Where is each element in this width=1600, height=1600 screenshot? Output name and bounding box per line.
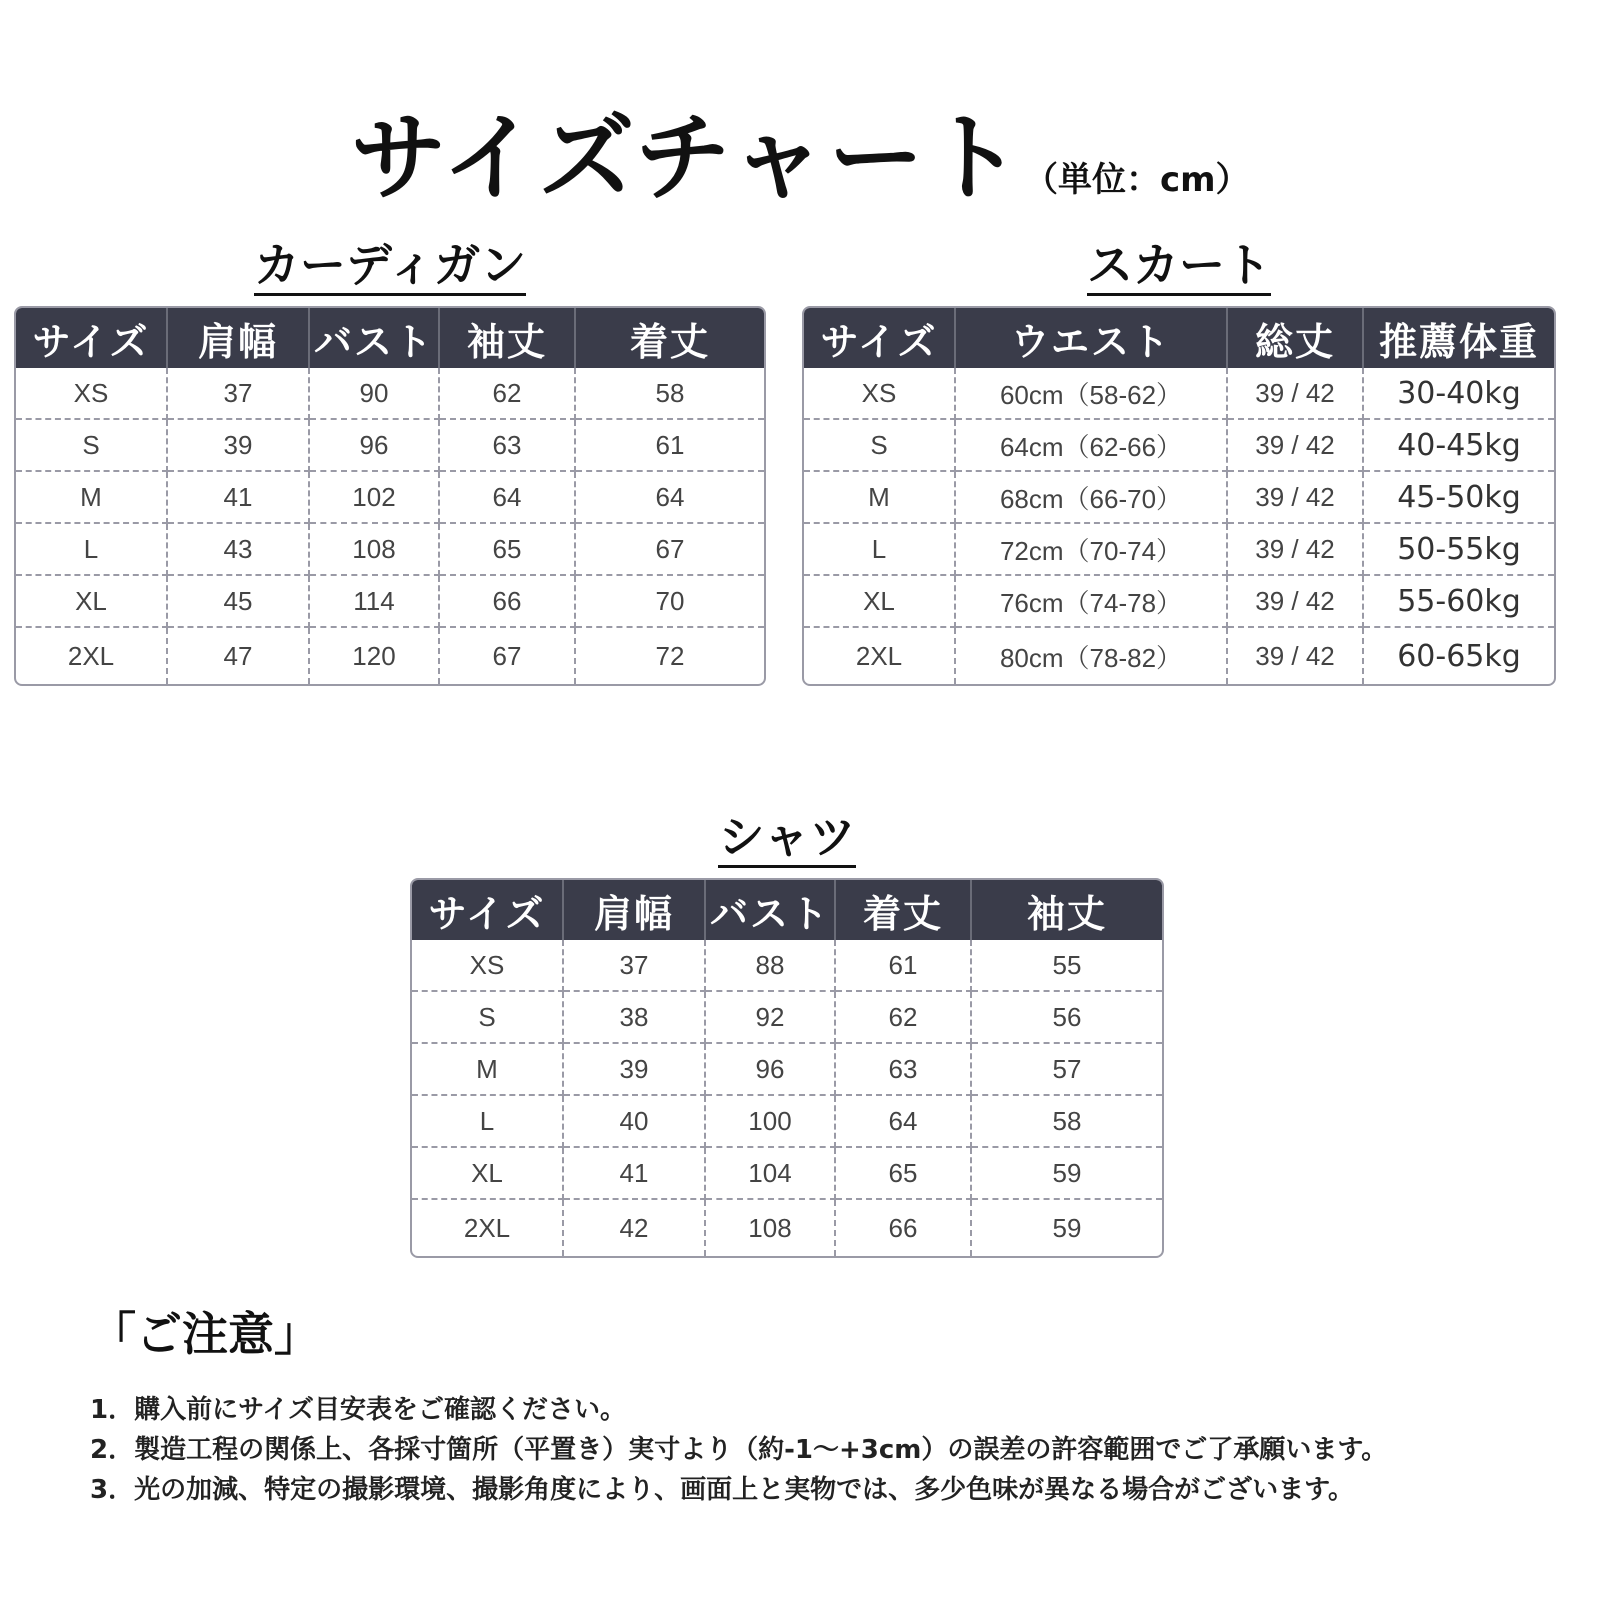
size-cell: S — [412, 992, 564, 1044]
table-cell: 57 — [972, 1044, 1162, 1096]
skirt-title: スカート — [1087, 238, 1271, 296]
table-cell: 59 — [972, 1148, 1162, 1200]
table-header-row — [16, 308, 764, 368]
note-item: 1．購入前にサイズ目安表をご確認ください。 — [90, 1395, 627, 1425]
table-row — [412, 1044, 1162, 1096]
table-cell: 47 — [168, 628, 310, 684]
table-cell: 104 — [706, 1148, 836, 1200]
column-header: 肩幅 — [564, 880, 706, 940]
table-cell: 64 — [576, 472, 764, 524]
table-row — [16, 628, 764, 684]
table-row — [412, 992, 1162, 1044]
column-header: 袖丈 — [440, 308, 576, 368]
table-row — [412, 940, 1162, 992]
table-cell: 41 — [168, 472, 310, 524]
table-cell: 37 — [168, 368, 310, 420]
column-header: 推薦体重 — [1364, 308, 1554, 368]
table-cell: 58 — [576, 368, 764, 420]
table-cell: 61 — [576, 420, 764, 472]
table-row — [804, 420, 1554, 472]
size-cell: L — [412, 1096, 564, 1148]
table-cell: 64 — [836, 1096, 972, 1148]
table-cell: 59 — [1052, 1212, 1082, 1243]
table-cell: 65 — [440, 524, 576, 576]
table-row — [16, 368, 764, 420]
table-row — [412, 1148, 1162, 1200]
table-cell: 42 — [564, 1200, 706, 1256]
size-cell: L — [804, 524, 956, 576]
skirt-table — [802, 306, 1556, 686]
note-item: 3．光の加減、特定の撮影環境、撮影角度により、画面上と実物では、多少色味が異なる場合がございます。 — [90, 1475, 1355, 1505]
shirt-table — [410, 878, 1164, 1258]
table-cell: 56 — [972, 992, 1162, 1044]
table-cell: 72cm（70-74） — [956, 524, 1228, 576]
size-cell: XS — [16, 368, 168, 420]
column-header: 着丈 — [576, 308, 764, 368]
page-title — [0, 82, 1600, 219]
table-cell: 114 — [310, 576, 440, 628]
table-row — [16, 472, 764, 524]
table-cell: 72 — [655, 640, 685, 671]
table-cell: 92 — [706, 992, 836, 1044]
table-cell: 45 — [168, 576, 310, 628]
shirt-title: シャツ — [718, 810, 855, 868]
table-row — [804, 472, 1554, 524]
table-row — [804, 576, 1554, 628]
table-cell: 63 — [836, 1044, 972, 1096]
table-cell: 80cm（78-82） — [956, 628, 1228, 684]
table-header-row — [412, 880, 1162, 940]
table-cell: 66 — [836, 1200, 972, 1256]
size-cell: XL — [412, 1148, 564, 1200]
notes-title: 「ご注意」 — [90, 1307, 320, 1361]
table-cell: 62 — [836, 992, 972, 1044]
table-cell: 64 — [440, 472, 576, 524]
table-row — [412, 1096, 1162, 1148]
table-row — [16, 524, 764, 576]
table-cell: 90 — [310, 368, 440, 420]
table-cell: 40-45kg — [1364, 420, 1554, 472]
size-cell: 2XL — [16, 628, 168, 684]
table-cell: 30-40kg — [1364, 368, 1554, 420]
table-cell: 41 — [564, 1148, 706, 1200]
table-cell: 68cm（66-70） — [956, 472, 1228, 524]
column-header: 袖丈 — [972, 880, 1162, 940]
size-cell: M — [412, 1044, 564, 1096]
skirt-section — [802, 236, 1556, 686]
table-cell: 58 — [972, 1096, 1162, 1148]
column-header: サイズ — [412, 880, 564, 940]
table-cell: 38 — [564, 992, 706, 1044]
table-cell: 120 — [310, 628, 440, 684]
unit-label: （単位：cm） — [1023, 160, 1250, 200]
cardigan-title: カーディガン — [254, 238, 526, 296]
table-cell: 39 / 42 — [1228, 368, 1364, 420]
table-cell: 64cm（62-66） — [956, 420, 1228, 472]
table-cell: 62 — [440, 368, 576, 420]
notes-section — [90, 1298, 1570, 1510]
column-header: サイズ — [16, 308, 168, 368]
table-cell: 60cm（58-62） — [956, 368, 1228, 420]
table-cell: 50-55kg — [1364, 524, 1554, 576]
size-cell: 2XL — [412, 1200, 564, 1256]
chart-title: サイズチャート — [350, 102, 1024, 214]
table-header-row — [804, 308, 1554, 368]
table-cell: 65 — [836, 1148, 972, 1200]
size-cell: M — [804, 472, 956, 524]
table-cell: 108 — [706, 1200, 836, 1256]
size-cell: 2XL — [804, 628, 956, 684]
column-header: サイズ — [804, 308, 956, 368]
table-cell: 100 — [706, 1096, 836, 1148]
table-cell: 39 / 42 — [1228, 576, 1364, 628]
table-cell: 43 — [168, 524, 310, 576]
table-cell: 40 — [564, 1096, 706, 1148]
table-cell: 55-60kg — [1364, 576, 1554, 628]
table-cell: 45-50kg — [1364, 472, 1554, 524]
column-header: ウエスト — [956, 308, 1228, 368]
table-cell: 39 / 42 — [1228, 472, 1364, 524]
cardigan-section — [14, 236, 766, 686]
table-cell: 102 — [310, 472, 440, 524]
table-row — [804, 524, 1554, 576]
column-header: 肩幅 — [168, 308, 310, 368]
table-row — [804, 628, 1554, 684]
table-cell: 76cm（74-78） — [956, 576, 1228, 628]
shirt-section — [410, 808, 1164, 1258]
table-cell: 88 — [706, 940, 836, 992]
table-cell: 39 / 42 — [1228, 524, 1364, 576]
size-cell: XL — [16, 576, 168, 628]
size-cell: XS — [412, 940, 564, 992]
table-cell: 70 — [576, 576, 764, 628]
table-cell: 96 — [310, 420, 440, 472]
size-cell: XL — [804, 576, 956, 628]
table-cell: 60-65kg — [1397, 638, 1521, 674]
column-header: バスト — [706, 880, 836, 940]
size-cell: S — [804, 420, 956, 472]
table-cell: 63 — [440, 420, 576, 472]
table-cell: 39 / 42 — [1228, 628, 1364, 684]
table-row — [412, 1200, 1162, 1256]
table-cell: 66 — [440, 576, 576, 628]
size-cell: L — [16, 524, 168, 576]
cardigan-table — [14, 306, 766, 686]
table-cell: 39 — [564, 1044, 706, 1096]
table-cell: 37 — [564, 940, 706, 992]
table-cell: 96 — [706, 1044, 836, 1096]
table-cell: 108 — [310, 524, 440, 576]
size-cell: XS — [804, 368, 956, 420]
table-cell: 55 — [972, 940, 1162, 992]
table-cell: 67 — [440, 628, 576, 684]
table-row — [16, 576, 764, 628]
table-cell: 39 / 42 — [1228, 420, 1364, 472]
column-header: 総丈 — [1228, 308, 1364, 368]
note-item: 2．製造工程の関係上、各採寸箇所（平置き）実寸より（約-1～+3cm）の誤差の許容範囲でご了承願います。 — [90, 1435, 1388, 1465]
size-cell: M — [16, 472, 168, 524]
column-header: バスト — [310, 308, 440, 368]
table-cell: 67 — [576, 524, 764, 576]
table-cell: 39 — [168, 420, 310, 472]
table-cell: 61 — [836, 940, 972, 992]
size-cell: S — [16, 420, 168, 472]
table-row — [804, 368, 1554, 420]
table-row — [16, 420, 764, 472]
column-header: 着丈 — [836, 880, 972, 940]
